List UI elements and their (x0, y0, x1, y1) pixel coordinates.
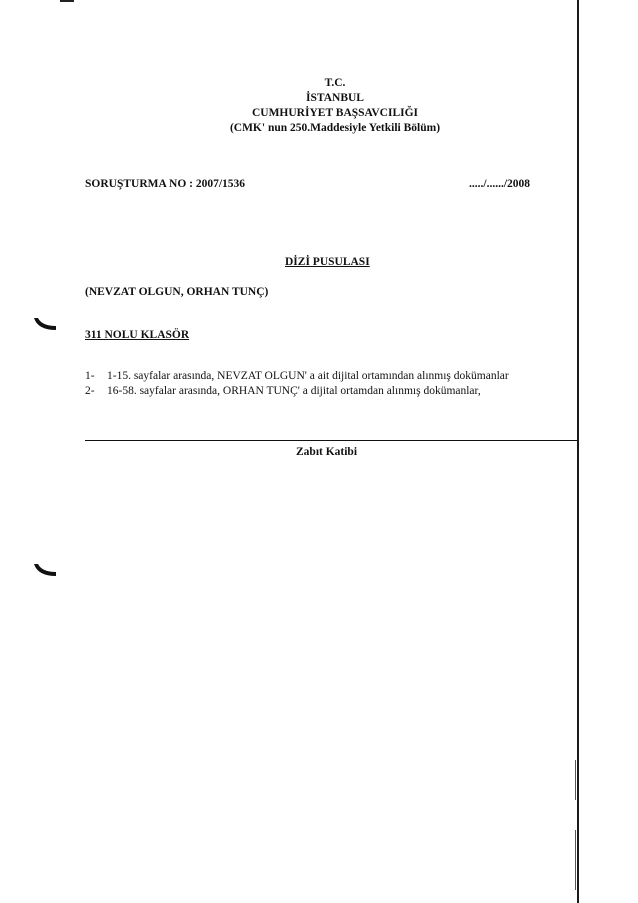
scan-mark-top (60, 0, 74, 2)
binder-title: 311 NOLU KLASÖR (85, 329, 190, 341)
header-line-city: İSTANBUL (306, 92, 364, 104)
document-header (200, 76, 470, 136)
header-line-country: T.C. (324, 77, 346, 89)
punch-hole-mark (32, 316, 58, 332)
item-text: 16-58. sayfalar arasında, ORHAN TUNÇ' a dijital ortamdan alınmış dokümanlar, (107, 385, 481, 397)
list-item (85, 370, 577, 383)
investigation-number: SORUŞTURMA NO : 2007/1536 (85, 178, 246, 190)
scan-artifact (575, 830, 576, 890)
punch-hole-mark (32, 562, 58, 578)
separator-line (85, 440, 577, 441)
document-title: DİZİ PUSULASI (285, 256, 370, 268)
document-item-list (85, 370, 577, 400)
header-line-office: CUMHURİYET BAŞSAVCILIĞI (251, 107, 419, 119)
signature-label: Zabıt Katibi (296, 446, 358, 458)
page-edge-line (577, 0, 579, 903)
persons-line: (NEVZAT OLGUN, ORHAN TUNÇ) (85, 286, 269, 298)
list-item (85, 385, 577, 398)
item-number: 2- (85, 385, 95, 397)
document-date: ...../....../2008 (469, 178, 531, 190)
item-text: 1-15. sayfalar arasında, NEVZAT OLGUN' a ait dijital ortamından alınmış dokümanlar (107, 370, 509, 382)
header-line-department: (CMK' nun 250.Maddesiyle Yetkili Bölüm) (229, 122, 441, 134)
scan-artifact (575, 760, 576, 800)
item-number: 1- (85, 370, 95, 382)
